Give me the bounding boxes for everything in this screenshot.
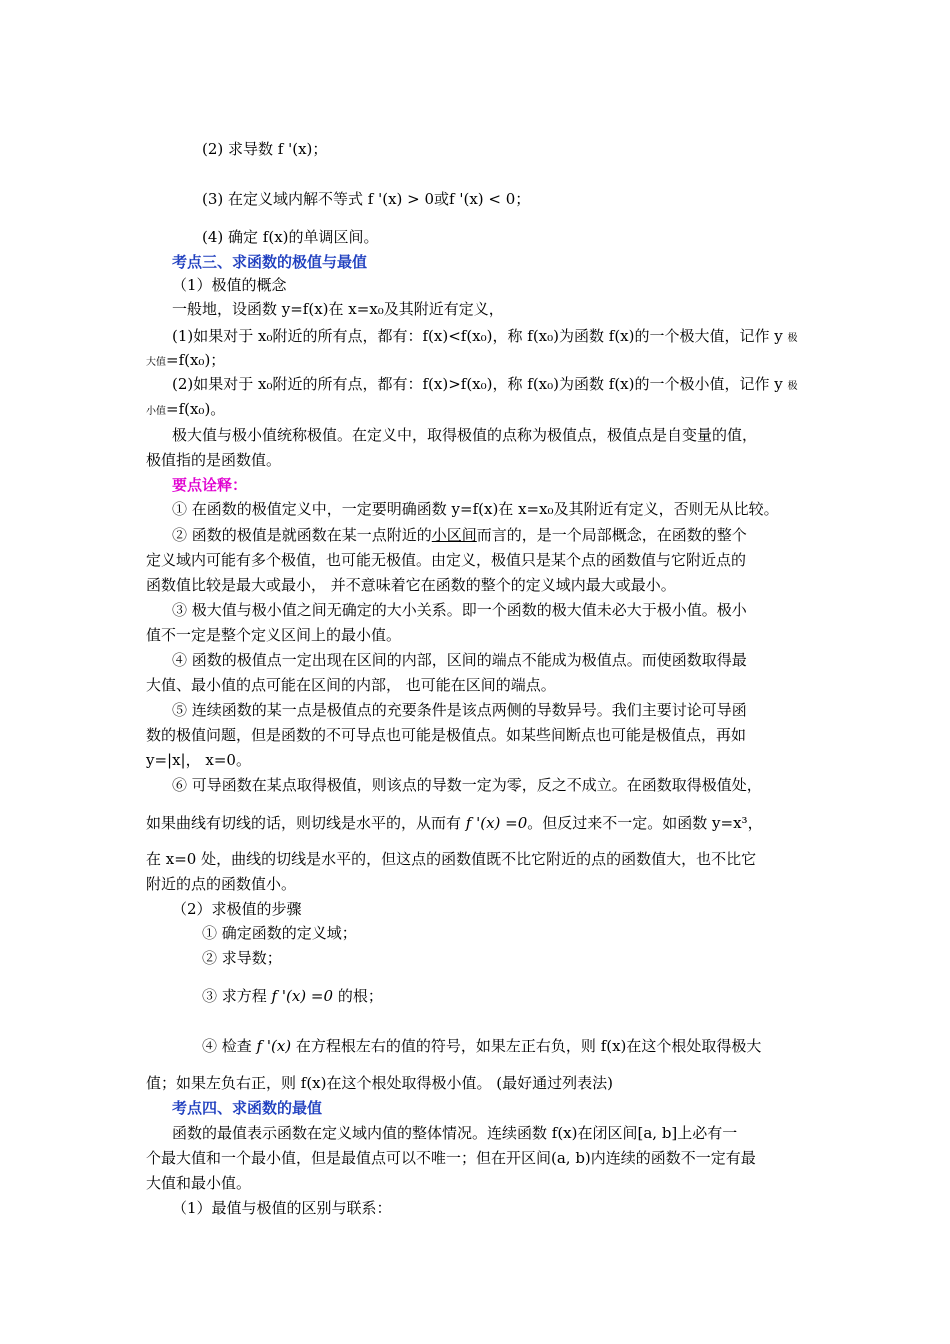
section-4-title: 考点四、求函数的最值 xyxy=(172,1099,323,1117)
paragraph: 在 x=0 处，曲线的切线是水平的，但这点的函数值既不比它附近的点的函数值大，也不比它 xyxy=(146,850,757,868)
section-3-sub2: （2）求极值的步骤 xyxy=(172,900,302,918)
section-4-sub1: （1）最值与极值的区别与联系： xyxy=(172,1199,392,1217)
paragraph: 附近的点的函数值小。 xyxy=(146,875,297,893)
keypoint-6: ⑥ 可导函数在某点取得极值，则该点的导数一定为零，反之不成立。在函数取得极值处， xyxy=(172,776,762,794)
subscript: 极 xyxy=(787,333,798,344)
paragraph: 极大值与极小值统称极值。在定义中，取得极值的点称为极值点，极值点是自变量的值， xyxy=(172,426,758,444)
paragraph xyxy=(172,325,798,350)
math-expression: f '(x) =0 xyxy=(465,814,528,832)
underlined-text: 小区间 xyxy=(431,526,477,544)
keypoint-2 xyxy=(172,524,747,546)
paragraph: 极值指的是函数值。 xyxy=(146,451,282,469)
text: (1)如果对于 x₀附近的所有点，都有：f(x)<f(x₀)，称 f(x₀)为函数 f(x)的一个极大值，记作 y xyxy=(172,327,783,345)
paragraph: 一般地，设函数 y=f(x)在 x=x₀及其附近有定义， xyxy=(172,300,504,318)
text: =f(x₀)。 xyxy=(166,400,226,418)
text: ④ 检查 xyxy=(202,1037,257,1055)
procedure-step-4 xyxy=(202,1035,761,1057)
section-3-sub1: （1）极值的概念 xyxy=(172,276,287,294)
paragraph xyxy=(172,373,798,398)
paragraph: 个最大值和一个最小值，但是最值点可以不唯一；但在开区间(a, b)内连续的函数不一定有最 xyxy=(146,1149,756,1167)
paragraph: y=|x|， x=0。 xyxy=(146,751,251,769)
paragraph: 函数值比较是最大或最小， 并不意味着它在函数的整个的定义域内最大或最小。 xyxy=(146,576,676,594)
paragraph: 值不一定是整个定义区间上的最小值。 xyxy=(146,626,402,644)
paragraph xyxy=(146,349,225,374)
keypoint-5: ⑤ 连续函数的某一点是极值点的充要条件是该点两侧的导数异号。我们主要讨论可导函 xyxy=(172,701,747,719)
keypoint-4: ④ 函数的极值点一定出现在区间的内部，区间的端点不能成为极值点。而使函数取得最 xyxy=(172,651,747,669)
paragraph: 数的极值问题，但是函数的不可导点也可能是极值点。如某些间断点也可能是极值点，再如 xyxy=(146,726,747,744)
step-4: (4) 确定 f(x)的单调区间。 xyxy=(202,228,379,246)
keypoint-3: ③ 极大值与极小值之间无确定的大小关系。即一个函数的极大值未必大于极小值。极小 xyxy=(172,601,747,619)
math-expression: f '(x) xyxy=(256,1037,292,1055)
paragraph: 大值和最小值。 xyxy=(146,1174,252,1192)
text: ③ 求方程 xyxy=(202,987,272,1005)
text: 而言的，是一个局部概念，在函数的整个 xyxy=(476,526,747,544)
procedure-step-2: ② 求导数； xyxy=(202,949,282,967)
paragraph xyxy=(146,398,225,423)
text: (2)如果对于 x₀附近的所有点，都有：f(x)>f(x₀)，称 f(x₀)为函数 f(x)的一个极小值，记作 y xyxy=(172,375,783,393)
text: 的根； xyxy=(333,987,383,1005)
text: 。但反过来不一定。如函数 y=x³， xyxy=(527,814,763,832)
keypoints-label: 要点诠释： xyxy=(172,476,248,494)
text: 在方程根左右的值的符号，如果左正右负，则 f(x)在这个根处取得极大 xyxy=(291,1037,762,1055)
paragraph: 值；如果左负右正，则 f(x)在这个根处取得极小值。 (最好通过列表法) xyxy=(146,1074,613,1092)
procedure-step-3 xyxy=(202,985,383,1007)
section-3-title: 考点三、求函数的极值与最值 xyxy=(172,253,368,271)
paragraph: 定义域内可能有多个极值，也可能无极值。由定义，极值只是某个点的函数值与它附近点的 xyxy=(146,551,747,569)
step-2: (2) 求导数 f '(x)； xyxy=(202,140,328,158)
math-expression: f '(x) =0 xyxy=(271,987,334,1005)
keypoint-1: ① 在函数的极值定义中，一定要明确函数 y=f(x)在 x=x₀及其附近有定义，否则无从比较。 xyxy=(172,500,779,518)
procedure-step-1: ① 确定函数的定义域； xyxy=(202,924,357,942)
text: 如果曲线有切线的话，则切线是水平的，从而有 xyxy=(146,814,466,832)
text: =f(x₀)； xyxy=(166,351,226,369)
subscript: 极 xyxy=(787,381,798,392)
paragraph xyxy=(146,812,763,834)
step-3: (3) 在定义域内解不等式 f '(x) > 0或f '(x) < 0； xyxy=(202,190,531,208)
paragraph: 大值、最小值的点可能在区间的内部， 也可能在区间的端点。 xyxy=(146,676,556,694)
subscript: 大值 xyxy=(146,357,166,368)
text: ② 函数的极值是就函数在某一点附近的 xyxy=(172,526,432,544)
subscript: 小值 xyxy=(146,406,166,417)
paragraph: 函数的最值表示函数在定义域内值的整体情况。连续函数 f(x)在闭区间[a, b]上必有一 xyxy=(172,1124,738,1142)
